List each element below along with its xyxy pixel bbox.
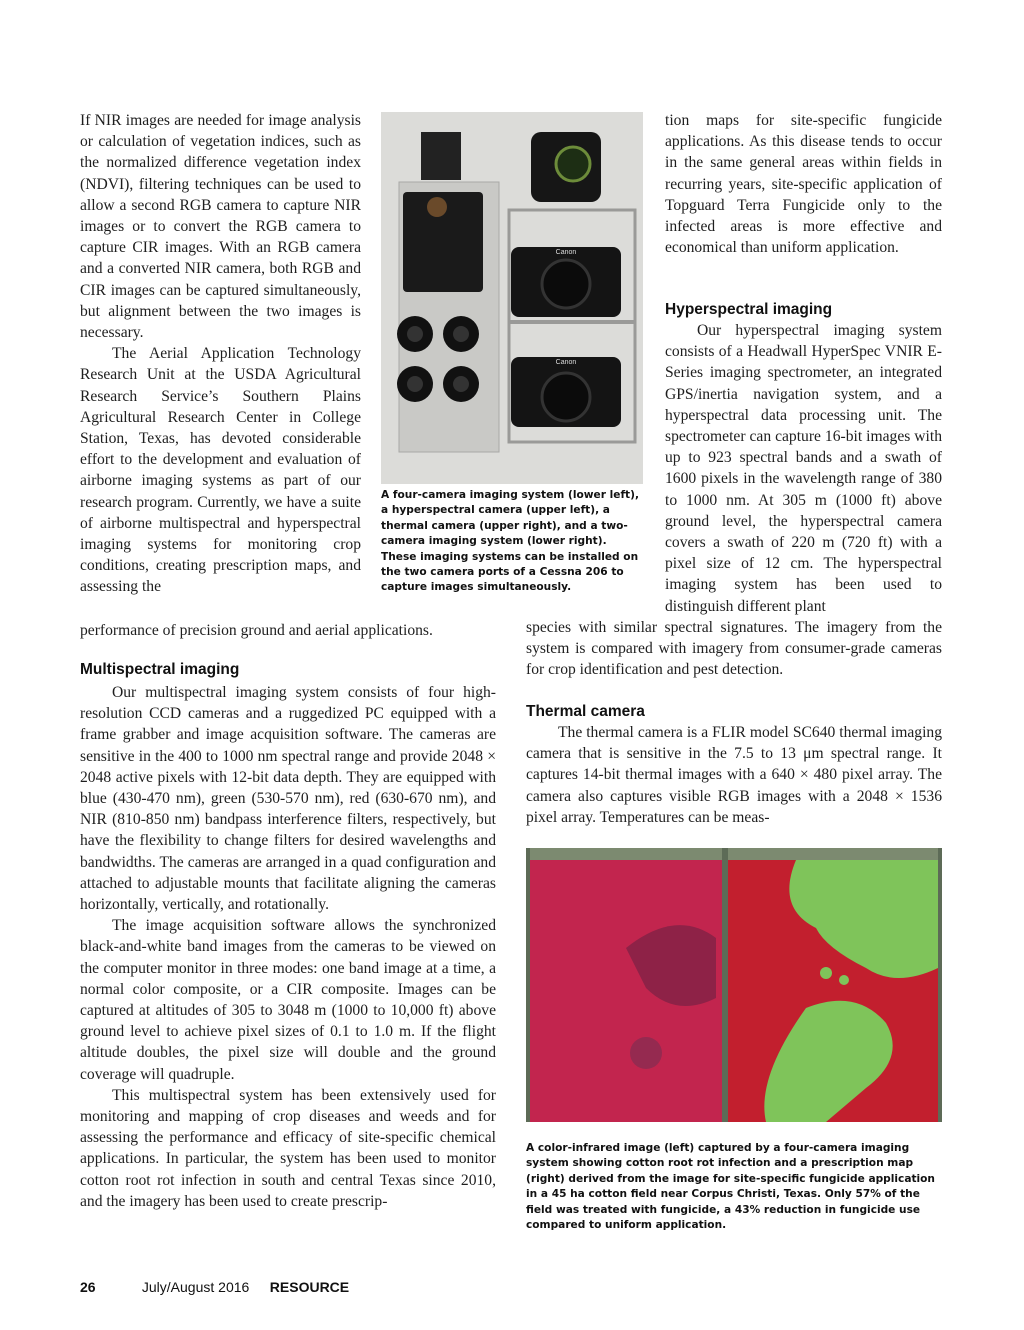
intro-text [80,110,361,598]
hyperspectral-heading: Hyperspectral imaging [665,301,833,318]
multispectral-heading: Multispectral imaging [80,661,240,678]
multispectral-paragraph-3: This multispectral system has been extensively used for monitoring and mapping of crop diseases and weeds and for assessing the performance and efficacy of site-specific chemical applications. In particular, the system has been used to monitor cotton root rot infection in south and central Texas since 2010, and the imagery has been used to create prescrip- [80,1086,496,1210]
intro-paragraph-2-end: performance of precision ground and aerial applications. [80,622,433,639]
cir-and-prescription-map-image [526,848,942,1122]
page-footer [80,1279,349,1295]
figure1-caption: A four-camera imaging system (lower left), a hyperspectral camera (upper left), a thermal camera (upper right), and a two-camera imaging system (lower right). These imaging systems can be installed on the two camera ports of a Cessna 206 to capture images simultaneously. [381,489,639,594]
canon-logo-upper: Canon [555,249,577,256]
multispectral-paragraph-2: The image acquisition software allows the synchronized black-and-white band images from the cameras to be viewed on the computer monitor in three modes: one band image at a time, a normal color composite, or a CIR composite. Images can be captured at altitudes of 305 to 3048 m (1000 to 10,000 ft) above ground level to achieve pixel sizes of 0.1 to 1.0 m. If the flight altitude doubles, the pixel size will double and the ground coverage will quadruple. [80,917,496,1083]
figure2-caption: A color-infrared image (left) captured by a four-camera imaging system showing cotton root rot infection and a prescription map (right) derived from the image for site-specific fungicide application in a 45 ha cotton field near Corpus Christi, Texas. Only 57% of the field was treated with fungicide, a 43% reduction in fungicide use compared to uniform application. [526,1142,935,1232]
hyperspectral-paragraph: Our hyperspectral imaging system consists of a Headwall HyperSpec VNIR E-Series imaging spectrometer, an integrated GPS/inertia navigation system, and a hyperspectral data processing unit. The spectrometer can capture 16-bit images with up to 923 spectral bands and a swath of 1600 pixels in the wavelength range of 380 to 1000 nm. At 305 m (1000 ft) above ground level, the hyperspectral camera covers a swath of 220 m (720 ft) with a pixel size of 12 cm. The hyperspectral imaging system has been used to distinguish different plant [665,322,942,615]
page-number: 26 [80,1279,96,1295]
canon-logo-lower: Canon [555,359,577,366]
multispectral-text [80,682,496,1212]
col3-paragraph-1: tion maps for site-specific fungicide applications. As this disease tends to occur in the same general areas within fields in recurring years, site-specific application of Topguard Terra Fungicide only to the infected areas is more effective and economical than uniform application. [665,112,942,257]
col3-text [665,110,942,258]
hyperspectral-text [665,320,942,617]
hyperspectral-paragraph-end: species with similar spectral signatures. The imagery from the system is compared with imagery from consumer-grade cameras for crop identification and pest detection. [526,619,942,679]
camera-systems-photo [381,112,643,484]
multispectral-paragraph-1: Our multispectral imaging system consists of four high-resolution CCD cameras and a ruggedized PC equipped with a frame grabber and image acquisition software. The cameras are sensitive in the 400 to 1000 nm spectral range and provide 2048 × 2048 active pixels with 12-bit data depth. They are equipped with blue (430-470 nm), green (530-570 nm), red (630-670 nm), and NIR (810-850 nm) bandpass interference filters, respectively, but have the flexibility to change filters for desired wavelengths and bandwidths. The cameras are arranged in a quad configuration and attached to adjustable mounts that facilitate aligning the cameras horizontally, vertically, and rotationally. [80,684,496,914]
thermal-paragraph: The thermal camera is a FLIR model SC640 thermal imaging camera that is sensitive in the 7.5 to 13 μm spectral range. It captures 14-bit thermal images with a 640 × 480 pixel array. The camera also captures visible RGB images with a 2048 × 1536 pixel array. Temperatures can be meas- [526,724,942,826]
intro-paragraph-2: The Aerial Application Technology Research Unit at the USDA Agricultural Research Service’s Southern Plains Agricultural Research Center in College Station, Texas, has devoted considerable effort to the development and evaluation of airborne imaging systems as part of our research program. Currently, we have a suite of airborne multispectral and hyperspectral imaging systems for monitoring crop conditions, creating prescription maps, and assessing the [80,345,361,596]
thermal-heading: Thermal camera [526,703,645,720]
thermal-text [526,722,942,828]
issue-date: July/August 2016 [141,1279,250,1295]
prescription-map-panel [728,848,938,1122]
magazine-name: RESOURCE [269,1279,350,1295]
intro-paragraph-1: If NIR images are needed for image analysis or calculation of vegetation indices, such as the normalized difference vegetation index (NDVI), filtering techniques can be used to allow a second RGB camera to capture NIR images or to convert the RGB camera to capture CIR images. With an RGB camera and a converted NIR camera, both RGB and CIR images can be captured simultaneously, but alignment between the two images is necessary. [80,112,361,342]
cir-image-panel [530,848,722,1122]
